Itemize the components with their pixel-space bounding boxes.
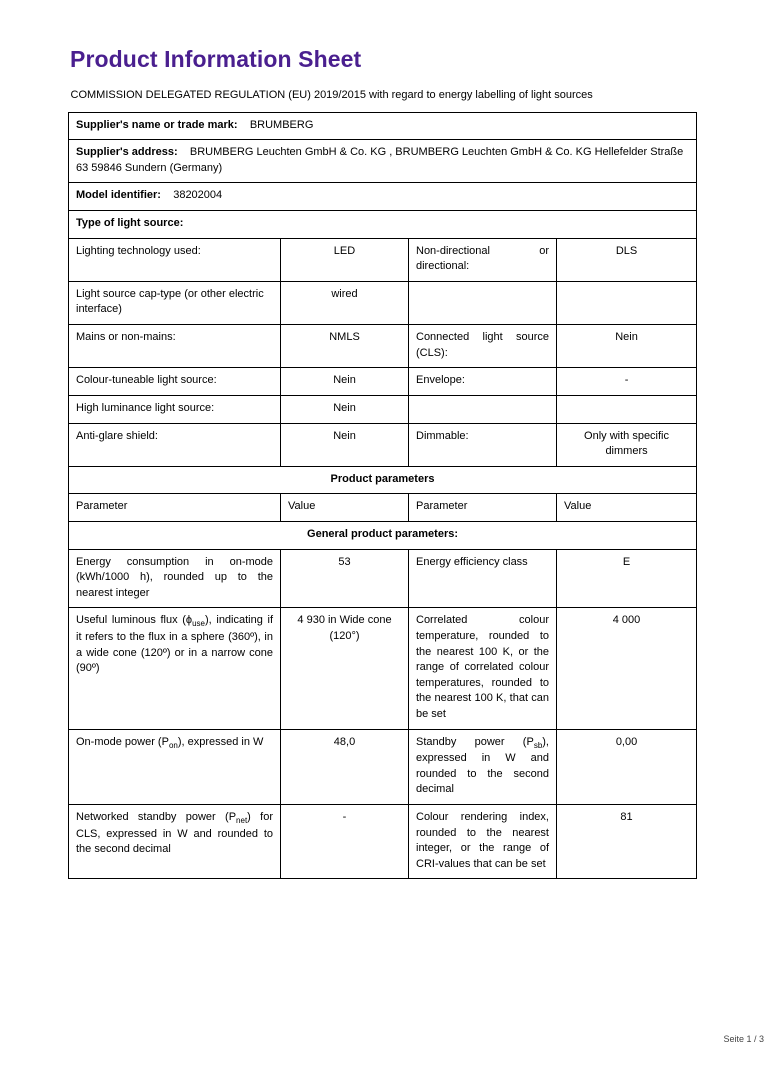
row-label-left: Mains or non-mains:	[69, 325, 281, 368]
supplier-address-label: Supplier's address:	[76, 146, 178, 159]
parameters-header-row	[69, 494, 697, 522]
page-title: Product Information Sheet	[70, 46, 362, 72]
row-value-left: -	[281, 805, 409, 879]
row-value-left: Nein	[281, 395, 409, 423]
row-label-right: Energy efficiency class	[409, 549, 557, 608]
supplier-name-value: BRUMBERG	[249, 118, 314, 131]
supplier-name-row	[69, 112, 697, 140]
model-identifier-cell	[69, 183, 697, 211]
row-label-right	[409, 281, 557, 324]
table-row	[69, 805, 697, 879]
model-identifier-row	[69, 183, 697, 211]
row-label-right: Non-directional or directional:	[409, 238, 557, 281]
table-row	[69, 368, 697, 396]
row-label-right: Correlated colour temperature, rounded to the nearest 100 K, or the range of correlated colour temperatures, rounded to the nearest 100 K, that can be set	[409, 608, 557, 729]
row-label-right: Connected light source (CLS):	[409, 325, 557, 368]
row-value-left: 48,0	[281, 729, 409, 804]
row-value-right: Nein	[557, 325, 697, 368]
document-page	[68, 36, 764, 1044]
row-value-right: 4 000	[557, 608, 697, 729]
table-row	[69, 423, 697, 466]
row-value-right: 0,00	[557, 729, 697, 804]
model-identifier-value: 38202004	[173, 189, 223, 202]
supplier-address-row	[69, 140, 697, 183]
row-value-left: NMLS	[281, 325, 409, 368]
row-label-left: Light source cap-type (or other electric interface)	[69, 281, 281, 324]
table-row	[69, 325, 697, 368]
row-label-right: Envelope:	[409, 368, 557, 396]
product-parameters-section-row	[69, 466, 697, 494]
row-value-left: 4 930 in Wide cone (120°)	[281, 608, 409, 729]
header-value-left: Value	[281, 494, 409, 522]
row-value-right: DLS	[557, 238, 697, 281]
row-value-right	[557, 281, 697, 324]
table-row	[69, 549, 697, 608]
row-label-right: Standby power $(P_{sb})$, expressed in W and rounded to the second decimal	[409, 729, 557, 804]
subtitle-row	[69, 83, 697, 112]
header-value-right: Value	[557, 494, 697, 522]
supplier-address-value: BRUMBERG Leuchten GmbH & Co. KG , BRUMBERG Leuchten GmbH & Co. KG Hellefelder Straße 63 59846 Sundern (Germany)	[76, 146, 684, 174]
table-row	[69, 608, 697, 729]
row-label-right: Dimmable:	[409, 423, 557, 466]
row-value-left: wired	[281, 281, 409, 324]
table-row	[69, 281, 697, 324]
row-value-left: Nein	[281, 368, 409, 396]
header-parameter-right: Parameter	[409, 494, 557, 522]
table-row	[69, 729, 697, 804]
supplier-address-cell	[69, 140, 697, 183]
table-row	[69, 238, 697, 281]
supplier-name-label: Supplier's name or trade mark:	[76, 118, 238, 131]
row-value-left: Nein	[281, 423, 409, 466]
row-label-left: High luminance light source:	[69, 395, 281, 423]
row-value-right: E	[557, 549, 697, 608]
row-value-left: 53	[281, 549, 409, 608]
model-identifier-label: Model identifier:	[76, 189, 161, 202]
light-source-section-row	[69, 211, 697, 239]
row-value-left: LED	[281, 238, 409, 281]
header-parameter-left: Parameter	[69, 494, 281, 522]
row-label-left: On-mode power $(P_{on})$, expressed in W	[69, 729, 281, 804]
table-row	[69, 395, 697, 423]
page-footer: Seite 1 / 3	[723, 1034, 764, 1044]
row-value-right: 81	[557, 805, 697, 879]
row-value-right: Only with specific dimmers	[557, 423, 697, 466]
regulation-subtitle: COMMISSION DELEGATED REGULATION (EU) 2019/2015 with regard to energy labelling of light sources	[69, 83, 697, 112]
supplier-name-cell	[69, 112, 697, 140]
row-label-left: Lighting technology used:	[69, 238, 281, 281]
row-label-left: Anti-glare shield:	[69, 423, 281, 466]
product-parameters-section-label: Product parameters	[69, 466, 697, 494]
row-label-left: Colour-tuneable light source:	[69, 368, 281, 396]
row-label-right	[409, 395, 557, 423]
row-value-right	[557, 395, 697, 423]
row-label-left: Useful luminous flux $(\phi_{use})$, indicating if it refers to the flux in a sphere (360º), in a wide cone (120º) or in a narrow cone (90º)	[69, 608, 281, 729]
product-information-table	[68, 83, 697, 879]
row-label-left: Networked standby power $(P_{net})$ for CLS, expressed in W and rounded to the second decimal	[69, 805, 281, 879]
general-parameters-row	[69, 521, 697, 549]
light-source-section-label: Type of light source:	[69, 211, 697, 239]
row-label-left: Energy consumption in on-mode (kWh/1000 h), rounded up to the nearest integer	[69, 549, 281, 608]
row-label-right: Colour rendering index, rounded to the nearest integer, or the range of CRI-values that can be set	[409, 805, 557, 879]
row-value-right: -	[557, 368, 697, 396]
general-parameters-label: General product parameters:	[69, 521, 697, 549]
